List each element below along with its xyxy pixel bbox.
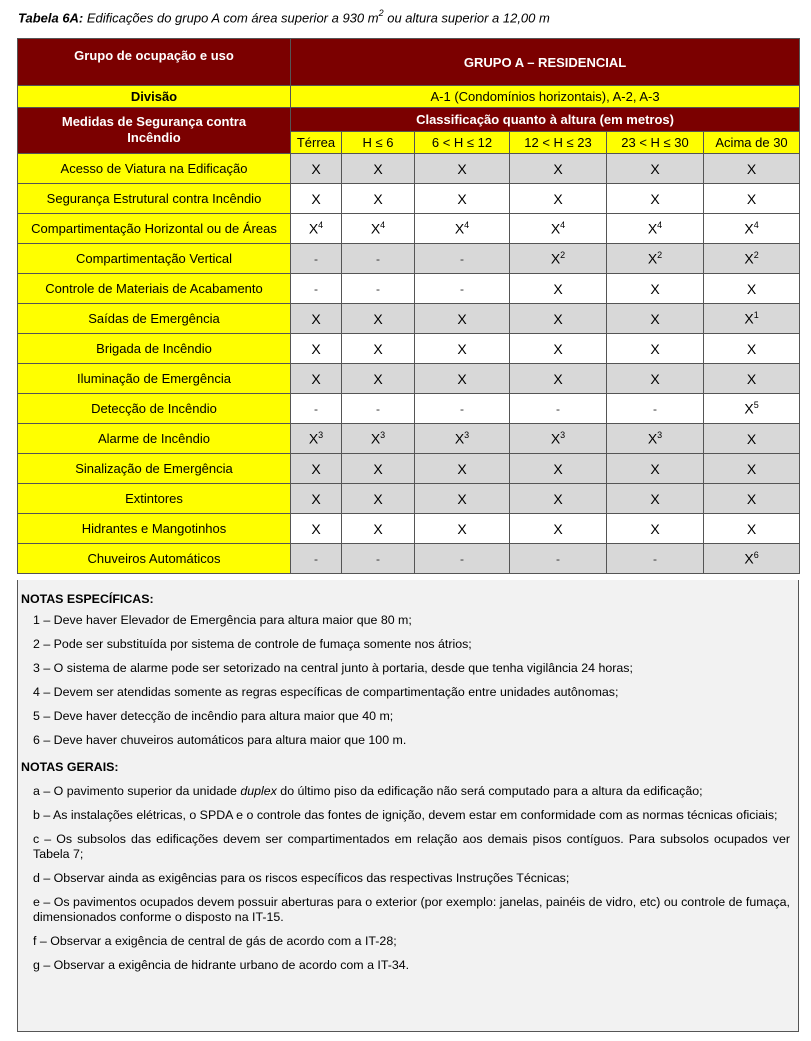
cell-note-ref: 4 bbox=[464, 220, 470, 231]
table-cell bbox=[415, 244, 510, 274]
table-cell bbox=[510, 514, 607, 544]
table-row bbox=[18, 154, 800, 184]
note-specific-item: 4 – Devem ser atendidas somente as regras específicas de compartimentação entre unidades autônomas; bbox=[33, 685, 619, 699]
cell-value: X bbox=[650, 370, 660, 387]
table-cell bbox=[342, 424, 415, 454]
column-header: 23 < H ≤ 30 bbox=[607, 132, 704, 154]
cell-note-ref: 6 bbox=[753, 550, 759, 561]
table-cell bbox=[415, 514, 510, 544]
cell-note-ref: 2 bbox=[657, 250, 663, 261]
table-cell bbox=[510, 184, 607, 214]
table-cell bbox=[704, 484, 800, 514]
table-cell bbox=[342, 514, 415, 544]
table-row bbox=[18, 484, 800, 514]
table-row bbox=[18, 514, 800, 544]
notes-specific-list bbox=[18, 613, 798, 748]
cell-value: X bbox=[370, 220, 381, 237]
cell-value: X bbox=[550, 430, 561, 447]
cell-value: X bbox=[650, 340, 660, 357]
cell-value: X bbox=[650, 190, 660, 207]
table-cell bbox=[342, 154, 415, 184]
cell-value: X bbox=[454, 220, 465, 237]
cell-value: X bbox=[373, 460, 383, 477]
column-header: 12 < H ≤ 23 bbox=[510, 132, 607, 154]
note-a-post: do último piso da edificação não será computado para a altura da edificação; bbox=[276, 784, 703, 798]
notes-general-list bbox=[18, 808, 798, 973]
table-cell bbox=[704, 424, 800, 454]
table-cell bbox=[415, 274, 510, 304]
table-cell bbox=[607, 394, 704, 424]
table-cell bbox=[342, 484, 415, 514]
cell-value: X bbox=[308, 220, 319, 237]
cell-value: X bbox=[553, 340, 563, 357]
table-cell bbox=[510, 484, 607, 514]
table-cell bbox=[291, 544, 342, 574]
table-cell bbox=[704, 514, 800, 544]
cell-value: X bbox=[746, 340, 757, 357]
table-cell bbox=[704, 184, 800, 214]
caption-tail: ou altura superior a 12,00 m bbox=[387, 10, 550, 26]
note-general-item bbox=[33, 784, 790, 799]
cell-value: - bbox=[376, 552, 380, 566]
table-cell bbox=[415, 154, 510, 184]
table-row bbox=[18, 274, 800, 304]
cell-value: X bbox=[311, 340, 321, 357]
classification-label-cell: Classificação quanto à altura (em metros) bbox=[291, 108, 800, 132]
cell-value: X bbox=[746, 280, 757, 297]
cell-value: X bbox=[454, 430, 465, 447]
cell-value: X bbox=[311, 460, 321, 477]
table-cell bbox=[342, 364, 415, 394]
cell-value: X bbox=[650, 460, 660, 477]
fire-safety-table bbox=[17, 38, 800, 574]
table-cell bbox=[415, 544, 510, 574]
table-cell bbox=[607, 544, 704, 574]
cell-value: X bbox=[650, 310, 660, 327]
cell-value: X bbox=[457, 460, 467, 477]
table-cell bbox=[291, 514, 342, 544]
measures-label-cell: Medidas de Segurança contra Incêndio bbox=[18, 108, 291, 154]
cell-value: X bbox=[746, 190, 757, 207]
table-cell bbox=[291, 484, 342, 514]
table-cell bbox=[510, 244, 607, 274]
table-row bbox=[18, 454, 800, 484]
cell-value: - bbox=[314, 552, 318, 566]
table-cell bbox=[510, 454, 607, 484]
table-cell bbox=[607, 484, 704, 514]
table-cell bbox=[415, 454, 510, 484]
cell-note-ref: 2 bbox=[753, 250, 759, 261]
table-cell bbox=[607, 304, 704, 334]
note-general-item: c – Os subsolos das edificações devem ser compartimentados em relação aos demais pisos contíguos. Para subsolos ocupados ver Tabela 7; bbox=[33, 832, 790, 861]
table-cell bbox=[291, 424, 342, 454]
cell-value: X bbox=[553, 490, 563, 507]
cell-value: X bbox=[744, 250, 754, 267]
cell-value: - bbox=[460, 252, 464, 266]
table-cell bbox=[704, 244, 800, 274]
table-cell bbox=[415, 484, 510, 514]
note-general-item: b – As instalações elétricas, o SPDA e o controle das fontes de ignição, devem estar em conformidade com as normas técnicas oficiais; bbox=[33, 808, 778, 822]
cell-value: X bbox=[746, 460, 757, 477]
cell-value: X bbox=[457, 340, 467, 357]
table-cell bbox=[415, 184, 510, 214]
table-row bbox=[18, 304, 800, 334]
cell-value: X bbox=[647, 250, 658, 267]
table-cell bbox=[291, 304, 342, 334]
table-cell bbox=[704, 154, 800, 184]
row-label: Iluminação de Emergência bbox=[18, 364, 291, 394]
table-cell bbox=[415, 304, 510, 334]
table-cell bbox=[607, 274, 704, 304]
note-specific-item: 2 – Pode ser substituída por sistema de controle de fumaça somente nos átrios; bbox=[33, 637, 472, 651]
table-cell bbox=[510, 394, 607, 424]
table-cell bbox=[704, 394, 800, 424]
cell-value: X bbox=[746, 520, 757, 537]
cell-value: X bbox=[373, 490, 383, 507]
cell-value: - bbox=[314, 252, 318, 266]
cell-value: X bbox=[373, 340, 383, 357]
table-cell bbox=[415, 394, 510, 424]
cell-value: X bbox=[744, 220, 754, 237]
cell-value: - bbox=[376, 252, 380, 266]
table-row bbox=[18, 244, 800, 274]
caption-sup: 2 bbox=[378, 8, 384, 18]
cell-value: - bbox=[556, 402, 560, 416]
division-label-cell: Divisão bbox=[18, 86, 291, 108]
cell-note-ref: 4 bbox=[318, 220, 324, 231]
row-label: Detecção de Incêndio bbox=[18, 394, 291, 424]
table-cell bbox=[704, 334, 800, 364]
notes-panel bbox=[17, 580, 799, 1032]
table-cell bbox=[291, 394, 342, 424]
cell-note-ref: 4 bbox=[560, 220, 566, 231]
table-row bbox=[18, 544, 800, 574]
table-cell bbox=[291, 184, 342, 214]
table-cell bbox=[607, 154, 704, 184]
note-a-em: duplex bbox=[240, 784, 277, 798]
column-header: 6 < H ≤ 12 bbox=[415, 132, 510, 154]
table-cell bbox=[607, 454, 704, 484]
cell-value: X bbox=[553, 460, 563, 477]
table-cell bbox=[291, 334, 342, 364]
table-cell bbox=[607, 214, 704, 244]
note-specific-item: 6 – Deve haver chuveiros automáticos para altura maior que 100 m. bbox=[33, 733, 407, 747]
note-specific-item: 5 – Deve haver detecção de incêndio para altura maior que 40 m; bbox=[33, 709, 394, 723]
table-cell bbox=[291, 364, 342, 394]
row-label: Alarme de Incêndio bbox=[18, 424, 291, 454]
note-a-pre: a – O pavimento superior da unidade bbox=[33, 784, 241, 798]
cell-value: X bbox=[650, 520, 660, 537]
row-label: Brigada de Incêndio bbox=[18, 334, 291, 364]
note-general-item: e – Os pavimentos ocupados devem possuir aberturas para o exterior (por exemplo: janelas, painéis de vidro, etc) ou controle de fumaça, dimensionados conforme o disposto na IT-15. bbox=[33, 895, 790, 924]
cell-note-ref: 4 bbox=[753, 220, 759, 231]
cell-value: X bbox=[373, 310, 383, 327]
cell-value: X bbox=[550, 250, 561, 267]
table-cell bbox=[704, 544, 800, 574]
table-cell bbox=[415, 334, 510, 364]
cell-value: X bbox=[746, 370, 757, 387]
cell-value: X bbox=[311, 160, 321, 177]
cell-value: - bbox=[460, 282, 464, 296]
table-cell bbox=[704, 304, 800, 334]
cell-value: - bbox=[376, 282, 380, 296]
table-row bbox=[18, 214, 800, 244]
table-caption bbox=[18, 9, 550, 25]
cell-value: X bbox=[553, 190, 563, 207]
cell-value: X bbox=[370, 430, 381, 447]
column-header: Acima de 30 bbox=[704, 132, 800, 154]
cell-value: - bbox=[314, 402, 318, 416]
cell-value: X bbox=[373, 370, 383, 387]
cell-value: X bbox=[311, 310, 321, 327]
table-cell bbox=[342, 334, 415, 364]
cell-value: X bbox=[650, 490, 660, 507]
cell-value: X bbox=[457, 520, 467, 537]
cell-value: - bbox=[653, 552, 657, 566]
cell-note-ref: 3 bbox=[560, 430, 566, 441]
table-cell bbox=[510, 364, 607, 394]
caption-text: Edificações do grupo A com área superior a 930 m bbox=[86, 10, 379, 26]
table-cell bbox=[291, 154, 342, 184]
row-label: Segurança Estrutural contra Incêndio bbox=[18, 184, 291, 214]
table-cell bbox=[291, 214, 342, 244]
table-row bbox=[18, 184, 800, 214]
cell-note-ref: 3 bbox=[657, 430, 663, 441]
table-cell bbox=[607, 514, 704, 544]
table-row bbox=[18, 334, 800, 364]
row-label: Chuveiros Automáticos bbox=[18, 544, 291, 574]
table-cell bbox=[704, 364, 800, 394]
note-general-item: f – Observar a exigência de central de gás de acordo com a IT-28; bbox=[33, 934, 397, 948]
table-cell bbox=[704, 454, 800, 484]
cell-value: X bbox=[553, 280, 563, 297]
cell-value: - bbox=[460, 552, 464, 566]
table-cell bbox=[510, 214, 607, 244]
table-row bbox=[18, 424, 800, 454]
row-label: Acesso de Viatura na Edificação bbox=[18, 154, 291, 184]
cell-value: X bbox=[647, 430, 658, 447]
table-cell bbox=[415, 214, 510, 244]
cell-value: X bbox=[311, 520, 321, 537]
note-specific-item: 1 – Deve haver Elevador de Emergência para altura maior que 80 m; bbox=[33, 613, 412, 627]
note-specific-item: 3 – O sistema de alarme pode ser setorizado na central junto à portaria, desde que tenha vigilância 24 horas; bbox=[33, 661, 633, 675]
table-cell bbox=[342, 304, 415, 334]
cell-value: X bbox=[373, 160, 383, 177]
cell-value: X bbox=[308, 430, 319, 447]
table-cell bbox=[510, 154, 607, 184]
cell-note-ref: 3 bbox=[318, 430, 324, 441]
row-label: Sinalização de Emergência bbox=[18, 454, 291, 484]
cell-value: X bbox=[457, 310, 467, 327]
cell-value: - bbox=[314, 282, 318, 296]
cell-value: X bbox=[650, 160, 660, 177]
cell-value: X bbox=[746, 160, 757, 177]
cell-note-ref: 1 bbox=[753, 310, 759, 321]
table-cell bbox=[291, 454, 342, 484]
cell-value: - bbox=[556, 552, 560, 566]
note-general-item: g – Observar a exigência de hidrante urbano de acordo com a IT-34. bbox=[33, 958, 410, 972]
table-cell bbox=[704, 274, 800, 304]
cell-value: X bbox=[553, 160, 563, 177]
cell-value: X bbox=[744, 310, 754, 327]
table-row bbox=[18, 364, 800, 394]
cell-note-ref: 4 bbox=[657, 220, 663, 231]
row-label: Extintores bbox=[18, 484, 291, 514]
row-label: Hidrantes e Mangotinhos bbox=[18, 514, 291, 544]
table-cell bbox=[607, 244, 704, 274]
table-cell bbox=[342, 184, 415, 214]
cell-value: X bbox=[746, 430, 757, 447]
table-row bbox=[18, 394, 800, 424]
column-header: Térrea bbox=[291, 132, 342, 154]
cell-value: - bbox=[460, 402, 464, 416]
table-cell bbox=[510, 274, 607, 304]
cell-value: X bbox=[457, 160, 467, 177]
cell-value: X bbox=[373, 190, 383, 207]
table-cell bbox=[607, 424, 704, 454]
notes-specific-title: NOTAS ESPECÍFICAS: bbox=[21, 592, 154, 606]
note-general-item: d – Observar ainda as exigências para os riscos específicos das respectivas Instruções Técnicas; bbox=[33, 871, 570, 885]
cell-value: X bbox=[744, 400, 754, 417]
cell-value: - bbox=[653, 402, 657, 416]
row-label: Saídas de Emergência bbox=[18, 304, 291, 334]
table-cell bbox=[607, 364, 704, 394]
table-cell bbox=[510, 424, 607, 454]
cell-note-ref: 3 bbox=[380, 430, 386, 441]
row-label: Controle de Materiais de Acabamento bbox=[18, 274, 291, 304]
cell-value: - bbox=[376, 402, 380, 416]
table-cell bbox=[342, 214, 415, 244]
division-value-cell: A-1 (Condomínios horizontais), A-2, A-3 bbox=[291, 86, 800, 108]
cell-value: X bbox=[457, 190, 467, 207]
group-value-cell: GRUPO A – RESIDENCIAL bbox=[291, 39, 800, 86]
row-label: Compartimentação Vertical bbox=[18, 244, 291, 274]
table-cell bbox=[342, 274, 415, 304]
table-cell bbox=[342, 544, 415, 574]
cell-note-ref: 4 bbox=[380, 220, 386, 231]
cell-value: X bbox=[650, 280, 660, 297]
table-cell bbox=[510, 334, 607, 364]
cell-value: X bbox=[553, 370, 563, 387]
cell-value: X bbox=[457, 490, 467, 507]
table-cell bbox=[342, 394, 415, 424]
cell-value: X bbox=[311, 190, 321, 207]
table-cell bbox=[342, 454, 415, 484]
column-header: H ≤ 6 bbox=[342, 132, 415, 154]
cell-value: X bbox=[311, 370, 321, 387]
table-cell bbox=[607, 184, 704, 214]
cell-note-ref: 3 bbox=[464, 430, 470, 441]
table-cell bbox=[291, 244, 342, 274]
notes-general-title: NOTAS GERAIS: bbox=[21, 760, 119, 774]
cell-value: X bbox=[550, 220, 561, 237]
cell-note-ref: 5 bbox=[753, 400, 759, 411]
cell-value: X bbox=[311, 490, 321, 507]
table-cell bbox=[291, 274, 342, 304]
cell-value: X bbox=[746, 490, 757, 507]
cell-note-ref: 2 bbox=[560, 250, 566, 261]
cell-value: X bbox=[373, 520, 383, 537]
table-cell bbox=[510, 544, 607, 574]
cell-value: X bbox=[647, 220, 658, 237]
caption-label: Tabela 6A: bbox=[18, 10, 84, 26]
cell-value: X bbox=[744, 550, 754, 567]
row-label: Compartimentação Horizontal ou de Áreas bbox=[18, 214, 291, 244]
group-label-cell: Grupo de ocupação e uso bbox=[18, 39, 291, 86]
table-cell bbox=[415, 364, 510, 394]
table-cell bbox=[704, 214, 800, 244]
cell-value: X bbox=[553, 310, 563, 327]
table-cell bbox=[607, 334, 704, 364]
cell-value: X bbox=[553, 520, 563, 537]
cell-value: X bbox=[457, 370, 467, 387]
table-cell bbox=[510, 304, 607, 334]
table-cell bbox=[342, 244, 415, 274]
table-cell bbox=[415, 424, 510, 454]
